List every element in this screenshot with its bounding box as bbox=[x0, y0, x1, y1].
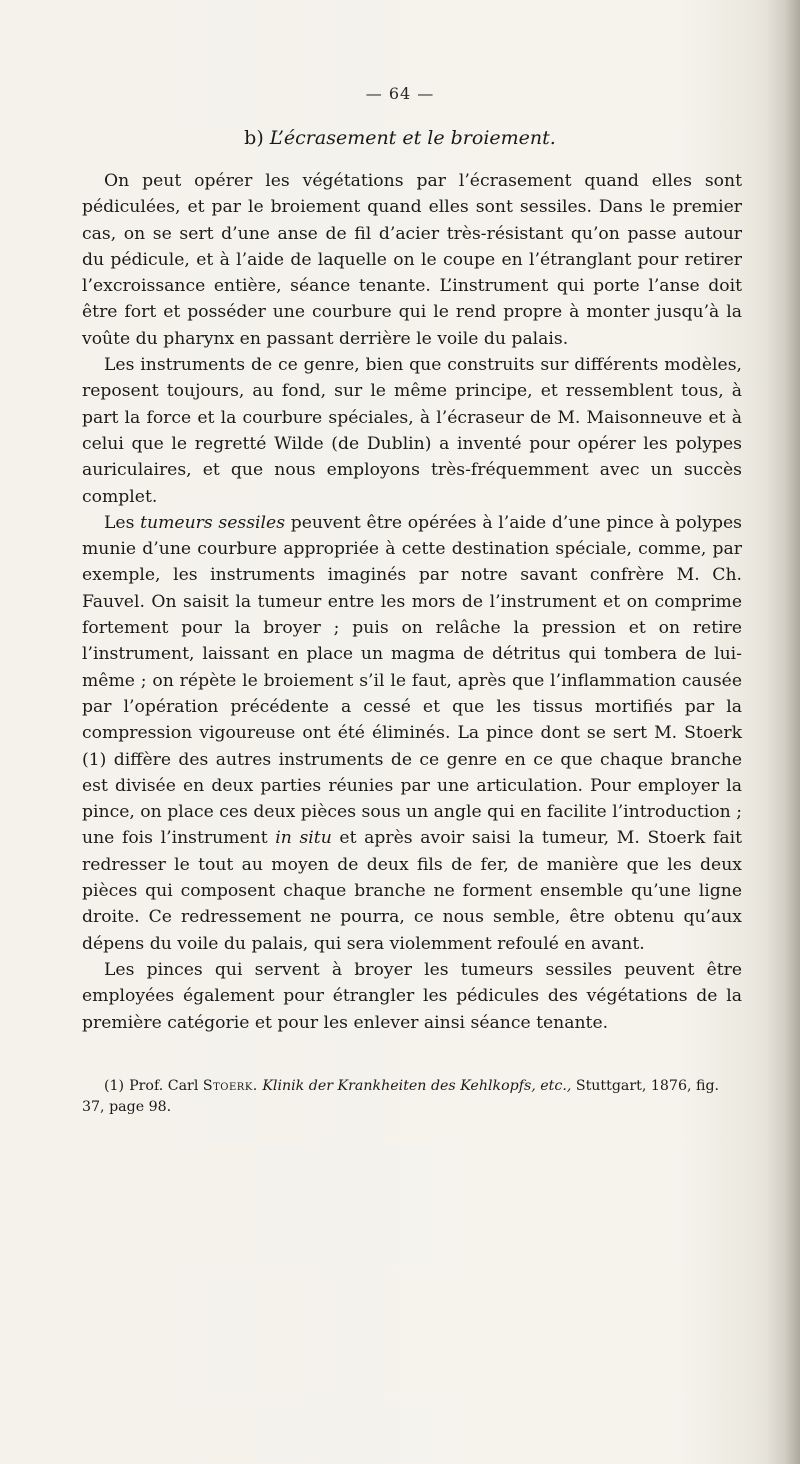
paragraph bbox=[82, 957, 742, 1036]
text-run: et après avoir saisi la tumeur, M. Stoerk fait redresser le tout au moyen de deux fils de fer, de manière que les deux pièces qui composent chaque branche ne forment ensemble qu’une ligne droite. Ce redressement ne pourra, ce nous semble, être obtenu qu’aux dépens du voile du palais, qui sera violemment refoulé en avant. bbox=[82, 828, 742, 954]
footnote-author-prefix: Prof. Carl bbox=[129, 1078, 199, 1094]
footnote-work-title: Klinik der Krankheiten des Kehlkopfs, etc., bbox=[262, 1078, 572, 1094]
section-heading bbox=[70, 127, 730, 149]
footnote bbox=[82, 1076, 742, 1118]
section-title: L’écrasement et le broiement. bbox=[269, 127, 556, 149]
paragraph bbox=[82, 168, 742, 352]
paragraph bbox=[82, 510, 742, 957]
text-run: Les instruments de ce genre, bien que construits sur différents modèles, reposent toujours, au fond, sur le même principe, et ressemblent tous, à part la force et la courbure spéciales, à l’écraseur de M. Maisonneuve et à celui que le regretté Wilde (de Dublin) a inventé pour opérer les polypes auriculaires, et que nous employons très-fréquemment avec un succès complet. bbox=[82, 355, 742, 507]
paragraph bbox=[82, 352, 742, 510]
page-edge-shadow bbox=[766, 0, 800, 1464]
text-run: Les bbox=[104, 512, 141, 533]
footnote-marker: (1) bbox=[104, 1078, 125, 1094]
italic-run: in situ bbox=[275, 828, 332, 849]
body-text bbox=[82, 168, 742, 1036]
footnote-details: Stuttgart, 1876, fig. 37, page 98. bbox=[82, 1078, 720, 1115]
text-run: peuvent être opérées à l’aide d’une pince à polypes munie d’une courbure appropriée à cette destination spéciale, comme, par exemple, les instruments imaginés par notre savant confrère M. Ch. Fauvel. On saisit la tumeur entre les mors de l’instrument et on comprime fortement pour la broyer ; puis on relâche la pression et on retire l’instrument, laissant en place un magma de détritus qui tombera de lui-même ; on répète le broiement s’il le faut, après que l’inflammation causée par l’opération précédente a cessé et que les tissus mortifiés par la compression vigoureuse ont été éliminés. La pince dont se sert M. Stoerk (1) diffère des autres instruments de ce genre en ce que chaque branche est divisée en deux parties réunies par une articulation. Pour employer la pince, on place ces deux pièces sous un angle qui en facilite l’introduction ; une fois l’instrument bbox=[82, 512, 742, 849]
section-label: b) bbox=[244, 127, 264, 149]
text-run: Les pinces qui servent à broyer les tumeurs sessiles peuvent être employées également pour étrangler les pédicules des végétations de la première catégorie et pour les enlever ainsi séance tenante. bbox=[82, 959, 742, 1033]
footnote-author-name: Stoerk. bbox=[202, 1078, 258, 1094]
italic-run: tumeurs sessiles bbox=[140, 512, 286, 533]
page-number: — 64 — bbox=[365, 84, 435, 103]
text-run: On peut opérer les végétations par l’écrasement quand elles sont pédiculées, et par le broiement quand elles sont sessiles. Dans le premier cas, on se sert d’une anse de fil d’acier très-résistant qu’on passe autour du pédicule, et à l’aide de laquelle on le coupe en l’étranglant pour retirer l’excroissance entière, séance tenante. L’instrument qui porte l’anse doit être fort et posséder une courbure qui le rend propre à monter jusqu’à la voûte du pharynx en passant derrière le voile du palais. bbox=[82, 171, 742, 349]
